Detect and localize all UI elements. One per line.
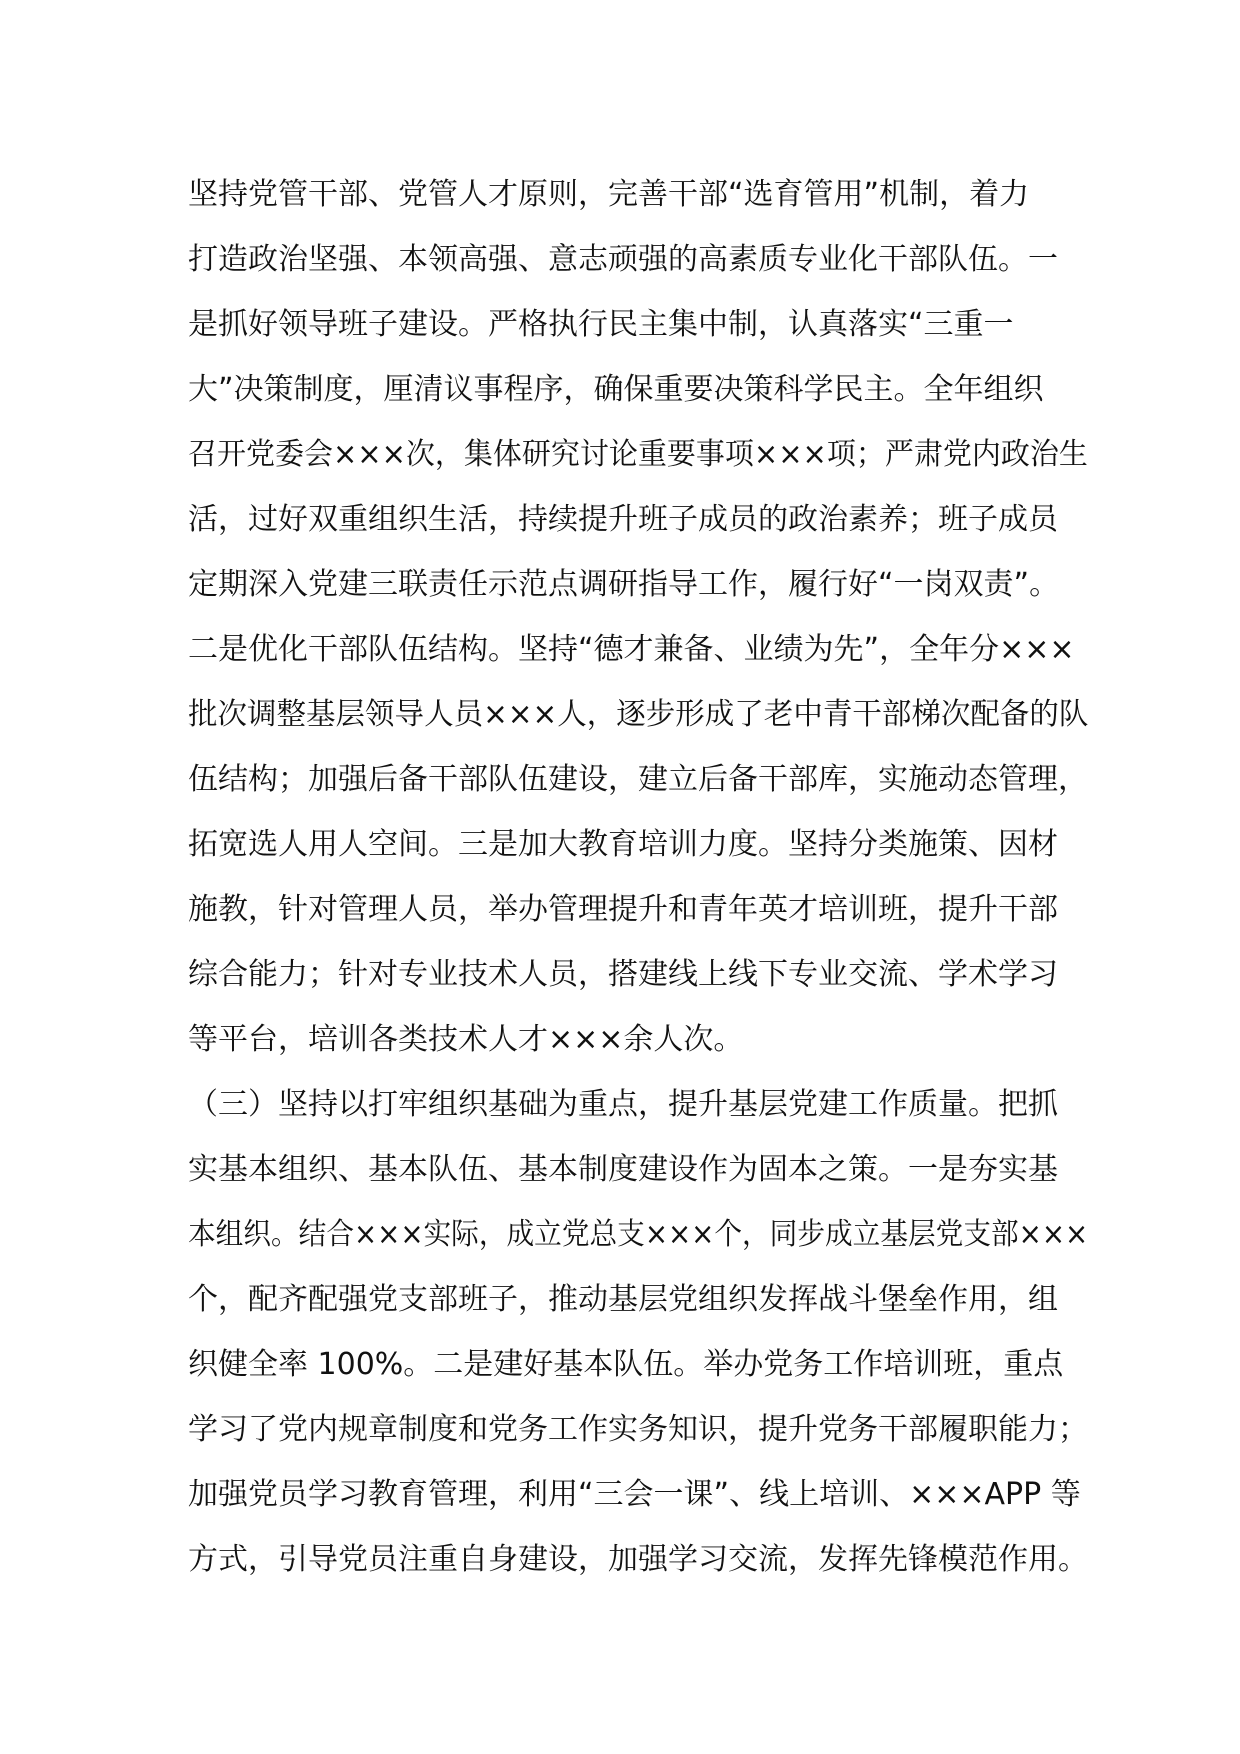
text-line: 活，过好双重组织生活，持续提升班子成员的政治素养；班子成员 — [188, 502, 1058, 537]
text-line: 织健全率 100%。二是建好基本队伍。举办党务工作培训班，重点 — [188, 1347, 1064, 1382]
text-line: 方式，引导党员注重自身建设，加强学习交流，发挥先锋模范作用。 — [188, 1542, 1088, 1577]
text-line: 批次调整基层领导人员×××人，逐步形成了老中青干部梯次配备的队 — [188, 697, 1089, 732]
text-line: 召开党委会×××次，集体研究讨论重要事项×××项；严肃党内政治生 — [188, 437, 1088, 472]
text-line: 拓宽选人用人空间。三是加大教育培训力度。坚持分类施策、因材 — [188, 827, 1058, 862]
body-text — [188, 162, 1088, 1592]
text-line: 个，配齐配强党支部班子，推动基层党组织发挥战斗堡垒作用，组 — [188, 1282, 1058, 1317]
text-line: 二是优化干部队伍结构。坚持“德才兼备、业绩为先”，全年分××× — [188, 632, 1075, 667]
text-line: 坚持党管干部、党管人才原则，完善干部“选育管用”机制，着力 — [188, 177, 1030, 212]
section-heading-line: （三）坚持以打牢组织基础为重点，提升基层党建工作质量。把抓 — [188, 1087, 1058, 1122]
text-line: 是抓好领导班子建设。严格执行民主集中制，认真落实“三重一 — [188, 307, 1014, 342]
text-line: 实基本组织、基本队伍、基本制度建设作为固本之策。一是夯实基 — [188, 1152, 1058, 1187]
text-line: 加强党员学习教育管理，利用“三会一课”、线上培训、×××APP 等 — [188, 1477, 1081, 1512]
text-line: 综合能力；针对专业技术人员，搭建线上线下专业交流、学术学习 — [188, 957, 1058, 992]
text-line: 伍结构；加强后备干部队伍建设，建立后备干部库，实施动态管理， — [188, 762, 1088, 797]
text-line: 等平台，培训各类技术人才×××余人次。 — [188, 1022, 744, 1057]
text-line: 打造政治坚强、本领高强、意志顽强的高素质专业化干部队伍。一 — [188, 242, 1058, 277]
text-line: 施教，针对管理人员，举办管理提升和青年英才培训班，提升干部 — [188, 892, 1058, 927]
text-line: 学习了党内规章制度和党务工作实务知识，提升党务干部履职能力； — [188, 1412, 1088, 1447]
text-line: 本组织。结合×××实际，成立党总支×××个，同步成立基层党支部××× — [188, 1217, 1089, 1252]
text-line: 定期深入党建三联责任示范点调研指导工作，履行好“一岗双责”。 — [188, 567, 1060, 602]
text-line: 大”决策制度，厘清议事程序，确保重要决策科学民主。全年组织 — [188, 372, 1044, 407]
